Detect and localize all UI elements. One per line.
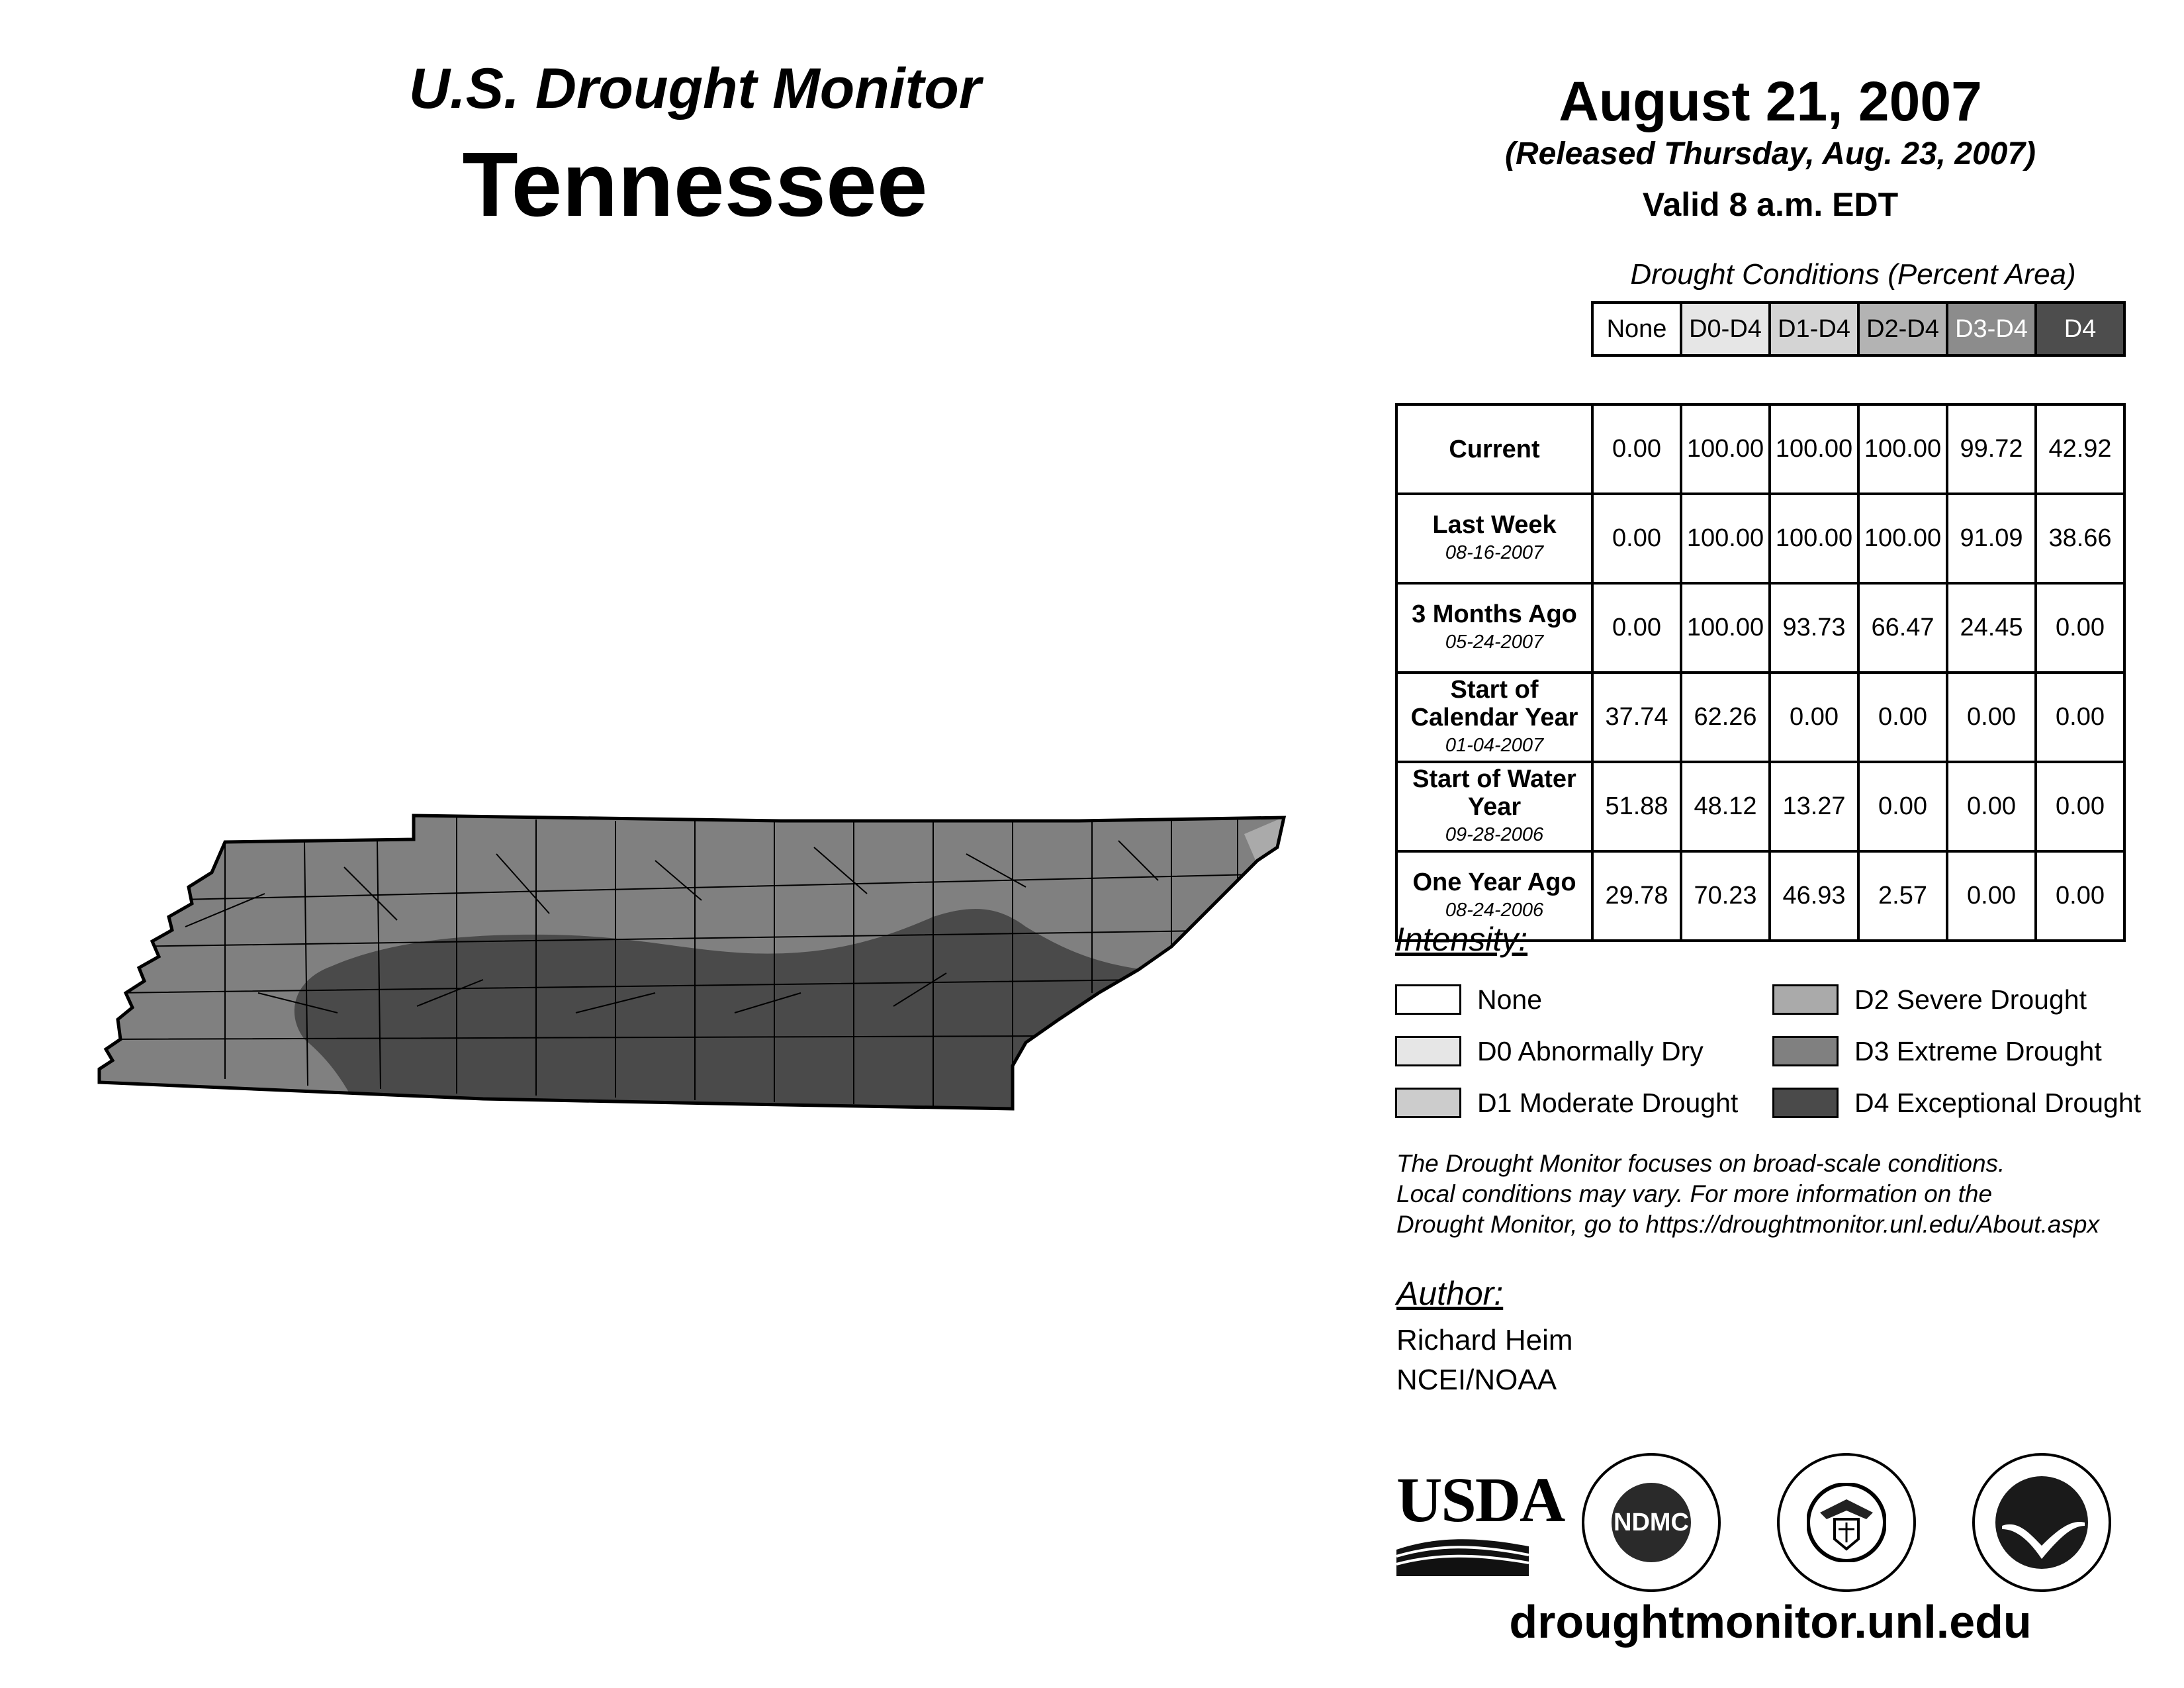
- table-cell: 0.00: [1947, 851, 2036, 941]
- legend-swatch: [1772, 1036, 1839, 1066]
- col-none: None: [1592, 303, 1681, 355]
- table-corner: [1396, 303, 1592, 355]
- col-d2-d4: D2-D4: [1858, 303, 1947, 355]
- table-cell: 99.72: [1947, 404, 2036, 494]
- table-cell: 91.09: [1947, 494, 2036, 583]
- table-cell: 37.74: [1592, 673, 1681, 762]
- table-row: [1396, 404, 2124, 494]
- table-cell: 100.00: [1770, 404, 1858, 494]
- table-cell: 0.00: [2036, 762, 2124, 851]
- note-line: Drought Monitor, go to https://droughtmonitor.unl.edu/About.aspx: [1396, 1211, 2099, 1238]
- row-label: Start of Water Year 09-28-2006: [1396, 762, 1592, 851]
- legend-item-d0: [1395, 1035, 1704, 1068]
- usda-logo-text: USDA: [1396, 1464, 1565, 1535]
- legend-item-d4: [1772, 1086, 2141, 1119]
- legend-item-d2: [1772, 983, 2087, 1016]
- table-header-row: [1396, 303, 2124, 355]
- table-cell: 24.45: [1947, 583, 2036, 673]
- table-cell: 38.66: [2036, 494, 2124, 583]
- legend-item-none: [1395, 983, 1542, 1016]
- legend-label: D0 Abnormally Dry: [1477, 1035, 1704, 1066]
- table-cell: 66.47: [1858, 583, 1947, 673]
- table-cell: 62.26: [1681, 673, 1770, 762]
- table-cell: 0.00: [1858, 762, 1947, 851]
- col-d4: D4: [2036, 303, 2124, 355]
- table-cell: 100.00: [1681, 494, 1770, 583]
- legend-label: None: [1477, 984, 1543, 1015]
- usda-logo: [1396, 1463, 1564, 1579]
- disclaimer-note: [1396, 1149, 2177, 1240]
- table-cell: 70.23: [1681, 851, 1770, 941]
- author-title: Author:: [1396, 1275, 1504, 1312]
- legend-label: D3 Extreme Drought: [1854, 1035, 2102, 1066]
- table-cell: 0.00: [2036, 583, 2124, 673]
- legend-label: D4 Exceptional Drought: [1854, 1087, 2142, 1118]
- table-cell: 2.57: [1858, 851, 1947, 941]
- legend-item-d3: [1772, 1035, 2102, 1068]
- table-cell: 100.00: [1681, 404, 1770, 494]
- eagle-shield-icon: [1807, 1483, 1886, 1562]
- table-cell: 0.00: [1947, 762, 2036, 851]
- row-label: One Year Ago 08-24-2006: [1396, 851, 1592, 941]
- note-line: The Drought Monitor focuses on broad-scale conditions.: [1396, 1150, 2005, 1177]
- website-url: droughtmonitor.unl.edu: [1509, 1596, 2032, 1648]
- table-cell: 0.00: [2036, 851, 2124, 941]
- table-cell: 0.00: [1947, 673, 2036, 762]
- table-cell: 13.27: [1770, 762, 1858, 851]
- commerce-seal: [1777, 1453, 1916, 1592]
- table-cell: 100.00: [1681, 583, 1770, 673]
- table-cell: 0.00: [2036, 673, 2124, 762]
- col-d3-d4: D3-D4: [1947, 303, 2036, 355]
- legend-swatch: [1395, 1088, 1461, 1118]
- legend-label: D2 Severe Drought: [1854, 984, 2087, 1015]
- valid-time: Valid 8 a.m. EDT: [1642, 186, 1899, 223]
- map-date: August 21, 2007: [1559, 70, 1982, 132]
- drought-conditions-table: [1395, 301, 2126, 942]
- legend-swatch: [1395, 1036, 1461, 1066]
- table-row: [1396, 673, 2124, 762]
- noaa-logo: [1972, 1453, 2111, 1592]
- table-cell: 29.78: [1592, 851, 1681, 941]
- ndmc-logo: [1582, 1453, 1721, 1592]
- table-cell: 42.92: [2036, 404, 2124, 494]
- table-cell: 0.00: [1858, 673, 1947, 762]
- table-cell: 93.73: [1770, 583, 1858, 673]
- legend-title: Intensity:: [1395, 921, 1528, 958]
- table-cell: 51.88: [1592, 762, 1681, 851]
- legend-swatch: [1395, 984, 1461, 1015]
- row-label: Current: [1396, 404, 1592, 494]
- table-cell: 0.00: [1592, 404, 1681, 494]
- legend-swatch: [1772, 1088, 1839, 1118]
- table-row: [1396, 583, 2124, 673]
- author-name: Richard Heim: [1396, 1324, 1573, 1356]
- table-gap: [1396, 355, 2124, 404]
- author-org: NCEI/NOAA: [1396, 1364, 1557, 1396]
- table-caption: Drought Conditions (Percent Area): [1630, 258, 2076, 291]
- table-cell: 0.00: [1770, 673, 1858, 762]
- col-d1-d4: D1-D4: [1770, 303, 1858, 355]
- release-date: (Released Thursday, Aug. 23, 2007): [1504, 136, 2036, 171]
- col-d0-d4: D0-D4: [1681, 303, 1770, 355]
- table-cell: 46.93: [1770, 851, 1858, 941]
- legend-label: D1 Moderate Drought: [1477, 1087, 1739, 1118]
- drought-map: [86, 794, 1297, 1125]
- table-row: [1396, 762, 2124, 851]
- legend-swatch: [1772, 984, 1839, 1015]
- table-cell: 0.00: [1592, 583, 1681, 673]
- monitor-title: U.S. Drought Monitor: [408, 57, 981, 120]
- ndmc-logo-text: NDMC: [1612, 1483, 1691, 1562]
- table-cell: 100.00: [1858, 404, 1947, 494]
- state-title: Tennessee: [462, 134, 928, 236]
- note-line: Local conditions may vary. For more information on the: [1396, 1180, 1993, 1207]
- row-label: Start of Calendar Year 01-04-2007: [1396, 673, 1592, 762]
- table-cell: 0.00: [1592, 494, 1681, 583]
- usda-hills-icon: [1396, 1536, 1529, 1576]
- row-label: 3 Months Ago 05-24-2007: [1396, 583, 1592, 673]
- table-cell: 48.12: [1681, 762, 1770, 851]
- table-cell: 100.00: [1858, 494, 1947, 583]
- legend-item-d1: [1395, 1086, 1738, 1119]
- noaa-bird-icon: [1992, 1473, 2091, 1572]
- row-label: Last Week 08-16-2007: [1396, 494, 1592, 583]
- tennessee-state: [99, 814, 1291, 1109]
- table-row: [1396, 494, 2124, 583]
- table-cell: 100.00: [1770, 494, 1858, 583]
